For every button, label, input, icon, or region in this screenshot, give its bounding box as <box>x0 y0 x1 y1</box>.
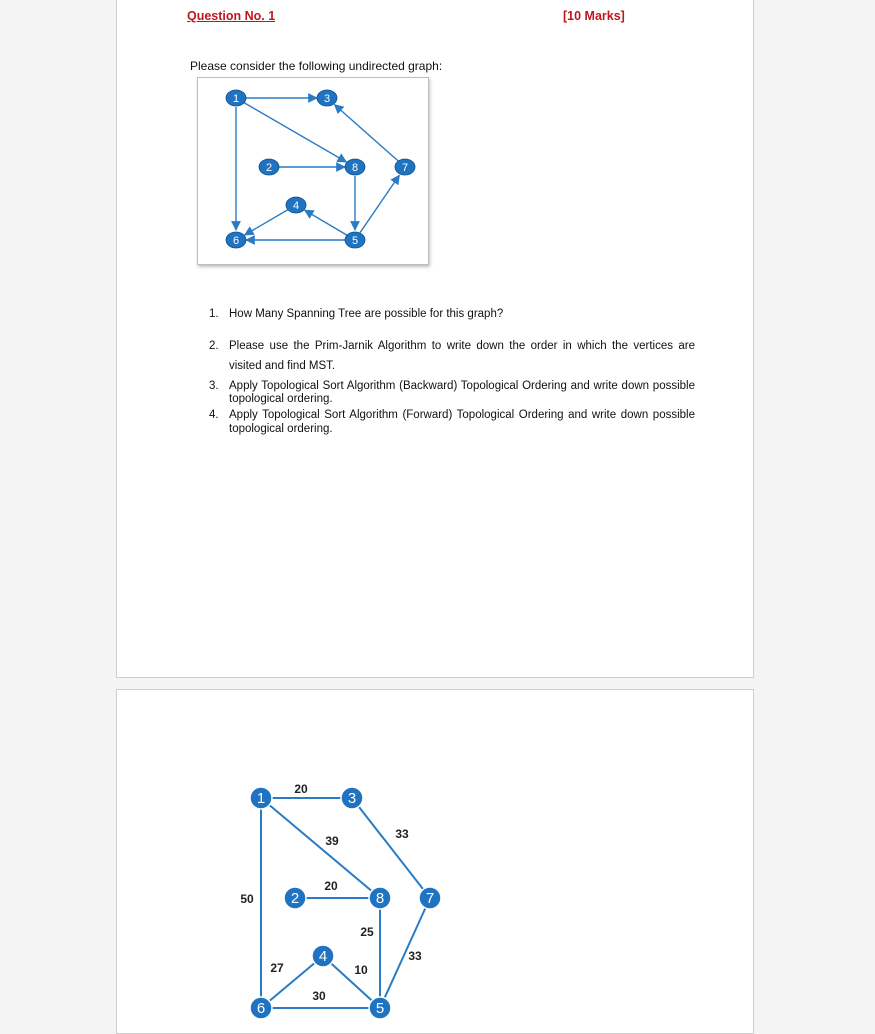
question-text: Apply Topological Sort Algorithm (Backward) Topological Ordering and write down possible topological ordering. <box>229 380 695 405</box>
graph1-node-6 <box>226 232 246 248</box>
edge-weight-label: 20 <box>324 879 338 893</box>
graph1-node-5 <box>345 232 365 248</box>
question-text: Please use the Prim-Jarnik Algorithm to write down the order in which the vertices are visited and find MST. <box>229 340 695 372</box>
node-label: 7 <box>401 162 409 174</box>
question-number: 3. <box>209 380 219 392</box>
graph2-node-7 <box>419 887 441 909</box>
edge-weight-label: 27 <box>270 961 284 975</box>
graph1-node-3 <box>317 90 337 106</box>
question-text: Apply Topological Sort Algorithm (Forward) Topological Ordering and write down possible topological ordering. <box>229 409 695 435</box>
node-label: 8 <box>375 890 385 907</box>
weighted-graph-svg <box>227 770 457 1030</box>
directed-graph-svg <box>198 78 428 264</box>
edge-5-7 <box>360 175 399 232</box>
edge-1-8 <box>244 103 347 162</box>
graph1-node-2 <box>259 159 279 175</box>
graph2-node-3 <box>341 787 363 809</box>
node-label: 8 <box>351 162 359 174</box>
question-item <box>209 307 695 321</box>
question-text: How Many Spanning Tree are possible for this graph? <box>229 308 504 320</box>
edge-5-4 <box>305 210 348 235</box>
node-label: 3 <box>323 93 331 105</box>
graph1-node-8 <box>345 159 365 175</box>
graph2-node-5 <box>369 997 391 1019</box>
node-label: 7 <box>425 890 435 907</box>
graph2-node-2 <box>284 887 306 909</box>
document-page-2 <box>116 689 754 1034</box>
node-label: 6 <box>256 1000 266 1017</box>
graph2-node-1 <box>250 787 272 809</box>
edge-1-8 <box>261 798 380 898</box>
graph2-node-4 <box>312 945 334 967</box>
edge-weight-label: 33 <box>408 949 422 963</box>
graph1-node-7 <box>395 159 415 175</box>
node-label: 5 <box>375 1000 385 1017</box>
node-label: 1 <box>232 93 240 105</box>
node-label: 4 <box>292 200 300 212</box>
question-number: 4. <box>209 409 219 421</box>
edge-4-6 <box>245 210 289 235</box>
edge-weight-label: 39 <box>325 834 339 848</box>
graph2-node-8 <box>369 887 391 909</box>
question-title: Question No. 1 <box>187 9 276 23</box>
node-label: 6 <box>232 235 240 247</box>
question-list <box>209 307 695 436</box>
directed-graph-figure <box>197 77 429 265</box>
edge-7-5 <box>380 898 430 1008</box>
edge-weight-label: 30 <box>312 989 326 1003</box>
node-label: 5 <box>351 235 359 247</box>
question-number: 1. <box>209 308 219 320</box>
question-intro: Please consider the following undirected graph: <box>190 59 443 73</box>
question-item <box>209 380 695 406</box>
node-label: 2 <box>265 162 273 174</box>
edge-7-3 <box>334 105 398 161</box>
edge-weight-label: 10 <box>354 963 368 977</box>
question-item <box>209 336 695 376</box>
weighted-graph-figure <box>227 770 457 1030</box>
edge-weight-label: 20 <box>294 782 308 796</box>
node-label: 4 <box>318 948 328 965</box>
graph1-node-1 <box>226 90 246 106</box>
document-page-1 <box>116 0 754 678</box>
question-item <box>209 408 695 436</box>
edge-weight-label: 33 <box>395 827 409 841</box>
question-marks: [10 Marks] <box>563 9 625 23</box>
graph1-node-4 <box>286 197 306 213</box>
edge-weight-label: 50 <box>240 892 254 906</box>
graph2-node-6 <box>250 997 272 1019</box>
question-number: 2. <box>209 340 219 352</box>
edge-weight-label: 25 <box>360 925 374 939</box>
node-label: 1 <box>256 790 266 807</box>
node-label: 2 <box>290 890 300 907</box>
node-label: 3 <box>347 790 357 807</box>
